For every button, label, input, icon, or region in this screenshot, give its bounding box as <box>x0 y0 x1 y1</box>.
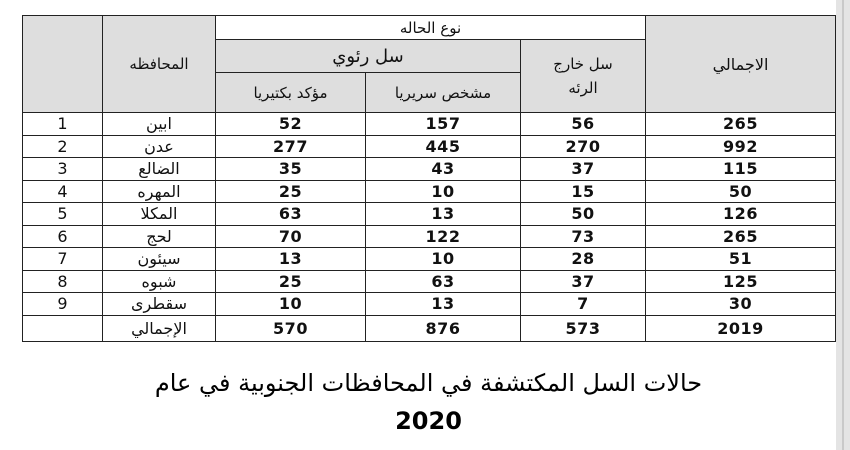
table-row <box>23 225 836 248</box>
table-row <box>23 113 836 136</box>
row-bacteria: 277 <box>216 135 366 158</box>
row-total: 30 <box>646 293 836 316</box>
row-clinical: 13 <box>366 203 521 226</box>
row-clinical: 10 <box>366 248 521 271</box>
total-extra: 573 <box>521 315 646 341</box>
row-governorate: عدن <box>103 135 216 158</box>
row-index: 7 <box>23 248 103 271</box>
row-total: 50 <box>646 180 836 203</box>
row-bacteria: 10 <box>216 293 366 316</box>
row-bacteria: 13 <box>216 248 366 271</box>
row-extra: 37 <box>521 270 646 293</box>
row-index: 2 <box>23 135 103 158</box>
row-total: 115 <box>646 158 836 181</box>
row-index: 6 <box>23 225 103 248</box>
extra-pulmonary-line1: سل خارج <box>553 55 613 73</box>
clinically-diagnosed-header: مشخص سريريا <box>366 73 521 113</box>
row-total: 265 <box>646 113 836 136</box>
caption-line-2: 2020 <box>395 407 462 435</box>
row-index: 1 <box>23 113 103 136</box>
total-row-index <box>23 315 103 341</box>
row-governorate: سقطرى <box>103 293 216 316</box>
table-row <box>23 293 836 316</box>
row-clinical: 122 <box>366 225 521 248</box>
row-governorate: سيئون <box>103 248 216 271</box>
extra-pulmonary-header <box>521 40 646 113</box>
row-extra: 37 <box>521 158 646 181</box>
table-row <box>23 158 836 181</box>
row-governorate: ابين <box>103 113 216 136</box>
row-bacteria: 70 <box>216 225 366 248</box>
row-extra: 56 <box>521 113 646 136</box>
table-row <box>23 203 836 226</box>
row-clinical: 13 <box>366 293 521 316</box>
row-index: 4 <box>23 180 103 203</box>
row-governorate: الضالع <box>103 158 216 181</box>
row-index: 3 <box>23 158 103 181</box>
row-clinical: 43 <box>366 158 521 181</box>
table-row <box>23 248 836 271</box>
row-clinical: 157 <box>366 113 521 136</box>
row-index: 8 <box>23 270 103 293</box>
table-body <box>23 113 836 316</box>
row-total: 992 <box>646 135 836 158</box>
row-governorate: لحج <box>103 225 216 248</box>
caption-line-1: حالات السل المكتشفة في المحافظات الجنوبية في عام <box>154 369 703 397</box>
grand-total: 2019 <box>646 315 836 341</box>
row-extra: 73 <box>521 225 646 248</box>
table-row <box>23 135 836 158</box>
tb-cases-table <box>22 15 836 342</box>
row-index: 9 <box>23 293 103 316</box>
row-clinical: 445 <box>366 135 521 158</box>
row-governorate: شبوه <box>103 270 216 293</box>
table-row <box>23 270 836 293</box>
case-type-header: نوع الحاله <box>216 16 646 40</box>
row-bacteria: 63 <box>216 203 366 226</box>
row-bacteria: 25 <box>216 270 366 293</box>
row-governorate: المهره <box>103 180 216 203</box>
total-row <box>23 315 836 341</box>
row-governorate: المكلا <box>103 203 216 226</box>
row-bacteria: 52 <box>216 113 366 136</box>
total-bacteria: 570 <box>216 315 366 341</box>
edge-line <box>842 0 844 450</box>
row-clinical: 63 <box>366 270 521 293</box>
row-extra: 50 <box>521 203 646 226</box>
row-extra: 7 <box>521 293 646 316</box>
table-row <box>23 180 836 203</box>
row-total: 265 <box>646 225 836 248</box>
pulmonary-header: سل رئوي <box>216 40 521 73</box>
total-row-label: الإجمالي <box>103 315 216 341</box>
index-header-cell <box>23 16 103 113</box>
extra-pulmonary-line2: الرئه <box>568 79 598 97</box>
row-bacteria: 35 <box>216 158 366 181</box>
governorate-header: المحافظه <box>103 16 216 113</box>
row-total: 125 <box>646 270 836 293</box>
total-clinical: 876 <box>366 315 521 341</box>
row-total: 126 <box>646 203 836 226</box>
row-index: 5 <box>23 203 103 226</box>
row-clinical: 10 <box>366 180 521 203</box>
row-extra: 15 <box>521 180 646 203</box>
row-extra: 28 <box>521 248 646 271</box>
total-header: الاجمالي <box>646 16 836 113</box>
bacteria-confirmed-header: مؤكد بكتيريا <box>216 73 366 113</box>
row-extra: 270 <box>521 135 646 158</box>
row-total: 51 <box>646 248 836 271</box>
row-bacteria: 25 <box>216 180 366 203</box>
